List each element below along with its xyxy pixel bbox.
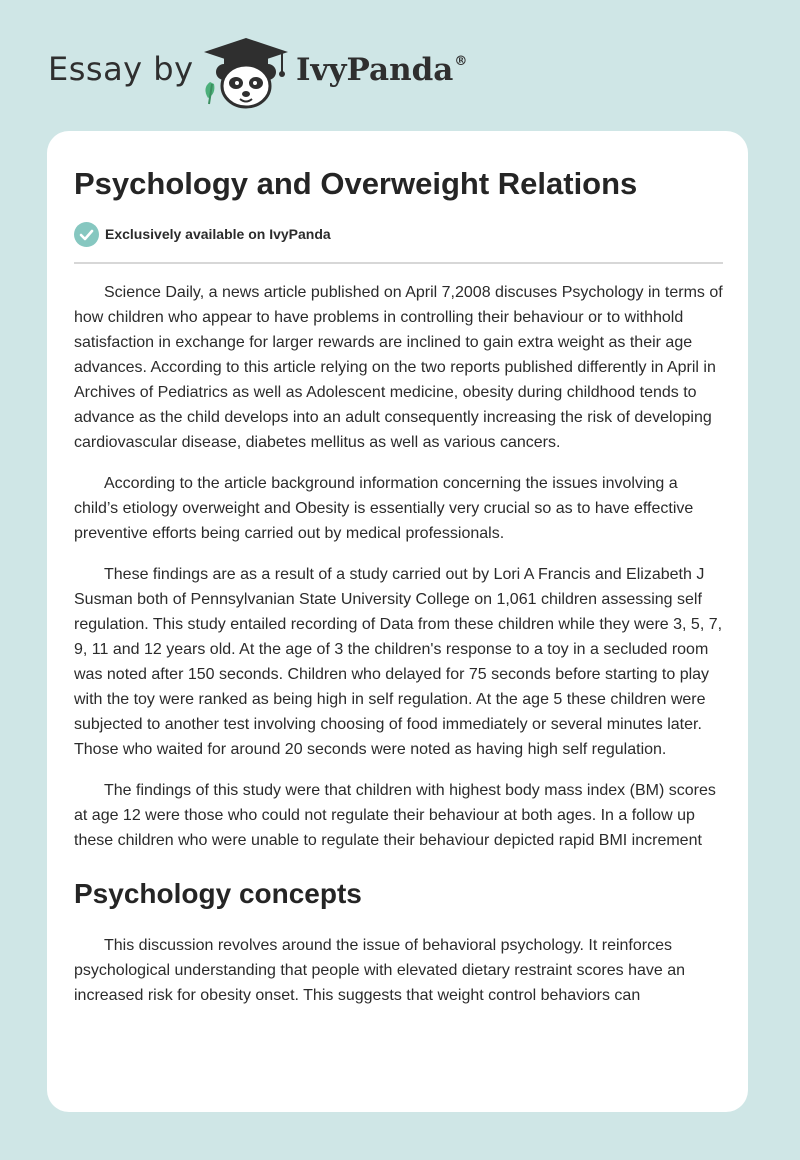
article-body	[74, 280, 724, 1024]
divider	[74, 262, 723, 264]
exclusive-badge	[74, 221, 331, 247]
article-card	[47, 131, 748, 1112]
panda-graduate-icon[interactable]	[200, 36, 292, 110]
brand-name: IvyPanda	[296, 52, 454, 88]
section-heading: Psychology concepts	[74, 878, 362, 909]
site-header	[0, 0, 800, 130]
badge-label: Exclusively available on IvyPanda	[105, 226, 331, 242]
check-circle-icon	[74, 222, 99, 247]
paragraph: According to the article background information concerning the issues involving a child’s etiology overweight and Obesity is essentially very crucial so as to have effective preventive efforts being carried out by medical professionals.	[74, 475, 694, 542]
paragraph: Science Daily, a news article published on April 7,2008 discuses Psychology in terms of how children who appear to have problems in controlling their behaviour or to withhold satisfaction in exchange for larger rewards are inclined to gain extra weight as their age advances. According to this article relying on the two reports published differently in April in Archives of Pediatrics as well as Adolescent medicine, obesity during childhood tends to advance as the child develops into an adult consequently increasing the risk of developing cardiovascular disease, diabetes mellitus as well as various cancers.	[74, 284, 723, 451]
paragraph: These findings are as a result of a study carried out by Lori A Francis and Elizabeth J Susman both of Pennsylvanian State University College on 1,061 children assessing self regulation. This study entailed recording of Data from these children while they were 3, 5, 7, 9, 11 and 12 years old. At the age of 3 the children's response to a toy in a secluded room was noted after 150 seconds. Children who delayed for 75 seconds before starting to play with the toy were ranked as being high in self regulation. At the age 5 these children were subjected to another test involving choosing of food immediately or several minutes later. Those who waited for around 20 seconds were noted as having high self regulation.	[74, 566, 723, 758]
paragraph: The findings of this study were that children with highest body mass index (BM) scores at age 12 were those who could not regulate their behaviour at both ages. In a follow up these children who were unable to regulate their behaviour depicted rapid BMI increment	[74, 782, 716, 849]
essay-by-label: Essay by	[48, 50, 194, 88]
registered-mark: ®	[454, 54, 468, 69]
brand-logo[interactable]	[296, 52, 467, 88]
paragraph: This discussion revolves around the issue of behavioral psychology. It reinforces psychological understanding that people with elevated dietary restraint scores have an increased risk for obesity onset. This suggests that weight control behaviors can	[74, 937, 686, 1004]
page-title: Psychology and Overweight Relations	[74, 166, 638, 201]
